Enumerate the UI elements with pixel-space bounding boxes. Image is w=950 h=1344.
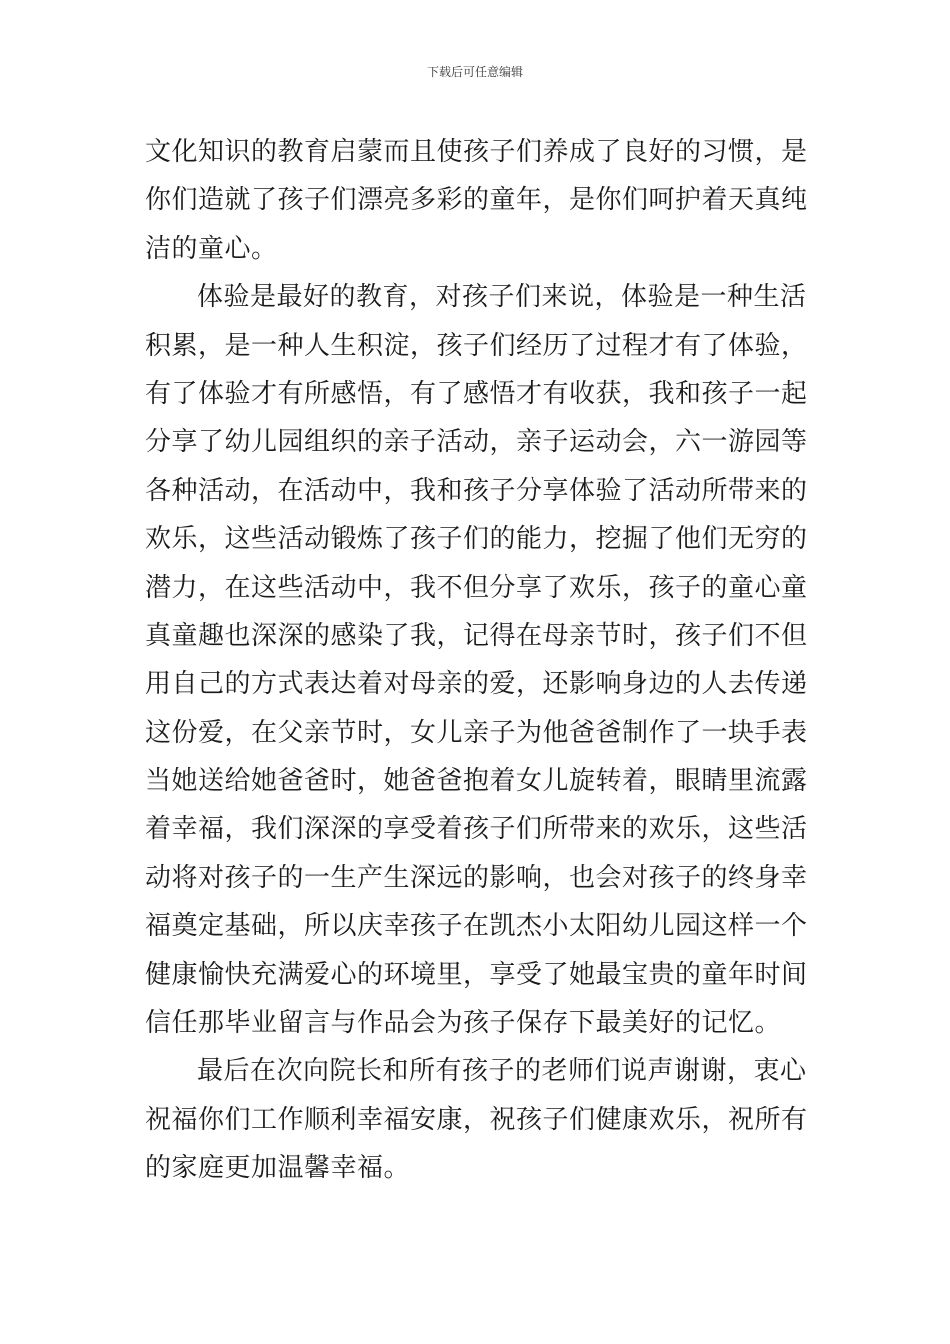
- text-line: 真童趣也深深的感染了我，记得在母亲节时，孩子们不但: [145, 620, 808, 651]
- text-line: 信任那毕业留言与作品会为孩子保存下最美好的记忆。: [145, 1008, 782, 1039]
- text-line: 祝福你们工作顺利幸福安康，祝孩子们健康欢乐，祝所有: [145, 1104, 808, 1135]
- text-line: 的家庭更加温馨幸福。: [145, 1153, 411, 1184]
- text-line: 文化知识的教育启蒙而且使孩子们养成了良好的习惯，是: [145, 137, 808, 167]
- text-line: 各种活动，在活动中，我和孩子分享体验了活动所带来的: [145, 475, 808, 506]
- text-line: 这份爱，在父亲节时，女儿亲子为他爸爸制作了一块手表: [145, 717, 808, 748]
- text-line: 体验是最好的教育，对孩子们来说，体验是一种生活: [197, 282, 807, 313]
- text-line: 积累，是一种人生积淀，孩子们经历了过程才有了体验，: [145, 330, 808, 361]
- text-line: 福奠定基础，所以庆幸孩子在凯杰小太阳幼儿园这样一个: [145, 911, 808, 942]
- paragraph: [145, 128, 810, 273]
- text-line: 欢乐，这些活动锻炼了孩子们的能力，挖掘了他们无穷的: [145, 524, 808, 555]
- text-line: 你们造就了孩子们漂亮多彩的童年，是你们呵护着天真纯: [145, 185, 808, 216]
- text-line: 健康愉快充满爱心的环境里，享受了她最宝贵的童年时间: [145, 959, 808, 990]
- page-header: 下载后可任意编辑: [426, 65, 523, 79]
- paragraph: [145, 273, 810, 1047]
- text-line: 分享了幼儿园组织的亲子活动，亲子运动会，六一游园等: [145, 427, 808, 458]
- text-line: 最后在次向院长和所有孩子的老师们说声谢谢，衷心: [197, 1056, 807, 1087]
- text-line: 有了体验才有所感悟，有了感悟才有收获，我和孩子一起: [145, 378, 808, 409]
- text-line: 着幸福，我们深深的享受着孩子们所带来的欢乐，这些活: [145, 814, 808, 845]
- text-line: 潜力，在这些活动中，我不但分享了欢乐，孩子的童心童: [145, 572, 808, 603]
- text-line: 用自己的方式表达着对母亲的爱，还影响身边的人去传递: [145, 669, 808, 700]
- text-line: 洁的童心。: [145, 233, 278, 264]
- text-line: 动将对孩子的一生产生深远的影响，也会对孩子的终身幸: [145, 862, 808, 893]
- document-body: [145, 128, 810, 1193]
- paragraph: [145, 1047, 810, 1192]
- text-line: 当她送给她爸爸时，她爸爸抱着女儿旋转着，眼睛里流露: [145, 766, 808, 797]
